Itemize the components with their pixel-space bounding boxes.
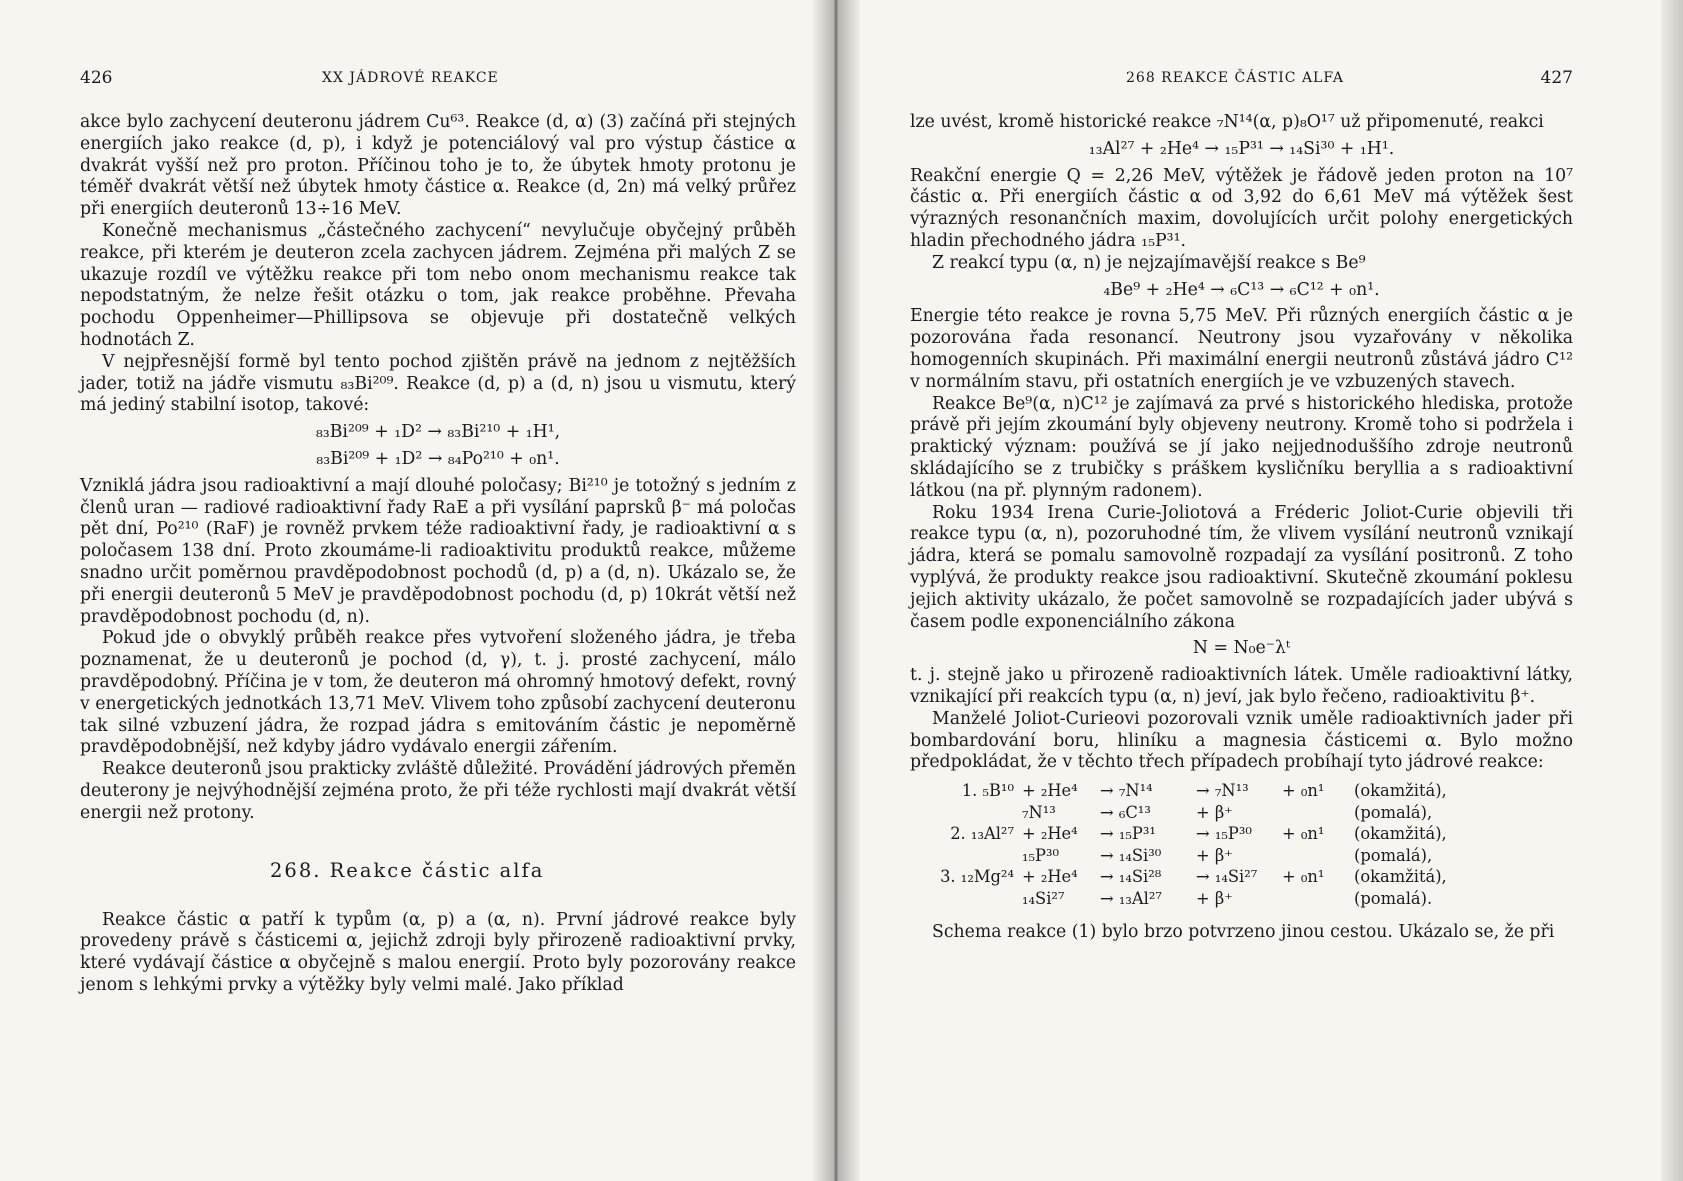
running-head: 268 REAKCE ČÁSTIC ALFA	[1126, 70, 1344, 86]
equation: ₁₃Al²⁷ + ₂He⁴ → ₁₅P³¹ → ₁₄Si³⁰ + ₁H¹.	[1088, 138, 1395, 159]
page-number: 426	[80, 68, 113, 88]
equation: ₄Be⁹ + ₂He⁴ → ₆C¹³ → ₆C¹² + ₀n¹.	[1103, 279, 1380, 300]
equation: N = N₀e⁻λᵗ	[1192, 638, 1291, 659]
paragraph: Manželé Joliot-Curieovi pozorovali vznik uměle radioaktivních jader při bombardování boru, hliníku a magnesia částicemi α. Bylo možno předpokládat, že v těchto třech případech probíhají tyto jádrové reakce:	[910, 708, 1573, 773]
reaction-row: ₇N¹³ → ₆C¹³ + β⁺ (pomalá),	[1022, 802, 1433, 822]
right-page-header	[910, 68, 1573, 90]
equation: ₈₃Bi²⁰⁹ + ₁D² → ₈₄Po²¹⁰ + ₀n¹.	[316, 448, 560, 469]
reaction-row: ₁₄Si²⁷ → ₁₃Al²⁷ + β⁺ (pomalá).	[1022, 889, 1433, 909]
reaction-row: ₁₅P³⁰ → ₁₄Si³⁰ + β⁺ (pomalá),	[1022, 845, 1433, 865]
paragraph: Vzniklá jádra jsou radioaktivní a mají dlouhé poločasy; Bi²¹⁰ je totožný s jedním z členů uran — radiové radioaktivní řady RaE a při vysílání paprsků β⁻ má poločas pět dní, Po²¹⁰ (RaF) je rovněž prvkem téže radioaktivní řady, je radioaktivní α s poločasem 138 dní. Proto zkoumáme-li radioaktivitu produktů reakce, můžeme snadno určit poměrnou pravděpodobnost pochodů (d, p) a (d, n). Ukázalo se, že při energii deuteronů 5 MeV je pravděpodobnost pochodu (d, p) 10krát větší než pravděpodobnost pochodu (d, n).	[80, 475, 796, 627]
paragraph: akce bylo zachycení deuteronu jádrem Cu⁶³. Reakce (d, α) (3) začíná při stejných energiích jako reakce (d, p), i když je potenciálový val pro výstup částice α dvakrát vyšší než pro proton. Příčinou toho je to, že úbytek hmoty protonu je téměř dvakrát větší než úbytek hmoty částice α. Reakce (d, 2n) má velký průřez při energiích deuteronů 13÷16 MeV.	[80, 112, 796, 220]
paragraph: Energie této reakce je rovna 5,75 MeV. Při různých energiích částic α je pozorována řada resonancí. Neutrony jsou vyzařovány v několika homogenních skupinách. Při maximální energii neutronů zůstává jádro C¹² v normálním stavu, při ostatních energiích je ve vzbuzených stavech.	[910, 306, 1573, 392]
reaction-row: 2. ₁₃Al²⁷ + ₂He⁴ → ₁₅P³¹ → ₁₅P³⁰ + ₀n¹ (okamžitá),	[950, 824, 1447, 844]
reaction-row: 1. ₅B¹⁰ + ₂He⁴ → ₇N¹⁴ → ₇N¹³ + ₀n¹ (okamžitá),	[961, 781, 1447, 801]
paragraph: Reakce deuteronů jsou prakticky zvláště důležité. Provádění jádrových přeměn deuterony je nejvýhodnější zejména proto, že při téže rychlosti mají dvakrát větší energii než protony.	[80, 759, 796, 823]
page-edge	[1661, 0, 1683, 1181]
paragraph: Konečně mechanismus „částečného zachycení“ nevylučuje obyčejný průběh reakce, při kterém je deuteron zcela zachycen jádrem. Zejména při malých Z se ukazuje rozdíl ve výtěžku reakce při tom nebo onom mechanismu reakce tak nepodstatným, že nelze řešit otázku o tom, jak reakce proběhne. Převaha pochodu Oppenheimer—Phillipsova se objevuje při dostatečně velkých hodnotách Z.	[80, 220, 796, 350]
paragraph: Reakce Be⁹(α, n)C¹² je zajímavá za prvé s historického hlediska, protože právě při jejím zkoumání byly objeveny neutrony. Kromě toho si podržela i praktický význam: používá se jí jako nejjednoduššího zdroje neutronů skládajícího se z trubičky s práškem kysličníku beryllia a s radioaktivní látkou (na př. plynným radonem).	[910, 393, 1573, 501]
left-page	[0, 0, 836, 1181]
paragraph: Reakční energie Q = 2,26 MeV, výtěžek je řádově jeden proton na 10⁷ částic α. Při energiích částic α od 3,92 do 6,61 MeV má výtěžek šest výrazných resonančních maxim, dovolujících určit polohy energetických hladin přechodného jádra ₁₅P³¹.	[910, 165, 1573, 251]
paragraph: Pokud jde o obvyklý průběh reakce přes vytvoření složeného jádra, je třeba poznamenat, že u deuteronů je pochod (d, γ), t. j. prosté zachycení, málo pravděpodobný. Příčina je v tom, že deuteron má ohromný hmotový defekt, rovný v energetických jednotkách 13,71 MeV. Vlivem toho způsobí zachycení deuteronu tak silné vzbuzení jádra, že rozpad jádra s emitováním částic je nepoměrně pravděpodobnější, než kdyby jádro vydávalo energii zářením.	[80, 628, 796, 758]
paragraph: Schema reakce (1) bylo brzo potvrzeno jinou cestou. Ukázalo se, že při	[932, 921, 1555, 942]
running-head: XX JÁDROVÉ REAKCE	[322, 70, 499, 86]
left-page-header	[80, 68, 796, 90]
book-gutter	[812, 0, 860, 1181]
right-page	[836, 0, 1683, 1181]
reaction-table	[910, 780, 1573, 910]
paragraph: t. j. stejně jako u přirozeně radioaktivních látek. Uměle radioaktivní látky, vznikající při reakcích typu (α, n) jeví, jak bylo řečeno, radioaktivitu β⁺.	[910, 665, 1573, 707]
paragraph: Reakce částic α patří k typům (α, p) a (α, n). První jádrové reakce byly provedeny právě s částicemi α, jejichž zdroji byly přirozeně radioaktivní prvky, které vydávají částice α obyčejně s malou energií. Proto byly pozorovány reakce jenom s lehkými prvky a výtěžky byly velmi malé. Jako příklad	[80, 909, 796, 995]
page-number: 427	[1540, 68, 1573, 88]
equation: ₈₃Bi²⁰⁹ + ₁D² → ₈₃Bi²¹⁰ + ₁H¹,	[315, 422, 561, 443]
reaction-row: 3. ₁₂Mg²⁴ + ₂He⁴ → ₁₄Si²⁸ → ₁₄Si²⁷ + ₀n¹ (okamžitá),	[940, 867, 1447, 887]
paragraph: Roku 1934 Irena Curie-Joliotová a Fréderic Joliot-Curie objevili tři reakce typu (α, n), pozoruhodné tím, že vlivem vysílání neutronů vznikají jádra, která se pomalu samovolně rozpadají za vysílání positronů. Z toho vyplývá, že produkty reakce jsou radioaktivní. Skutečně zkoumání poklesu jejich aktivity ukázalo, že počet samovolně se rozpadajících jader ubývá s časem podle exponenciálního zákona	[910, 502, 1573, 632]
paragraph: Z reakcí typu (α, n) je nejzajímavější reakce s Be⁹	[932, 252, 1366, 273]
paragraph: V nejpřesnější formě byl tento pochod zjištěn právě na jednom z nejtěžších jader, totiž na jádře vismutu ₈₃Bi²⁰⁹. Reakce (d, p) a (d, n) jsou u vismutu, který má jediný stabilní isotop, takové:	[80, 351, 796, 416]
section-heading: 268. Reakce částic alfa	[270, 858, 545, 882]
paragraph: lze uvést, kromě historické reakce ₇N¹⁴(α, p)₈O¹⁷ už připomenuté, reakci	[910, 112, 1544, 132]
